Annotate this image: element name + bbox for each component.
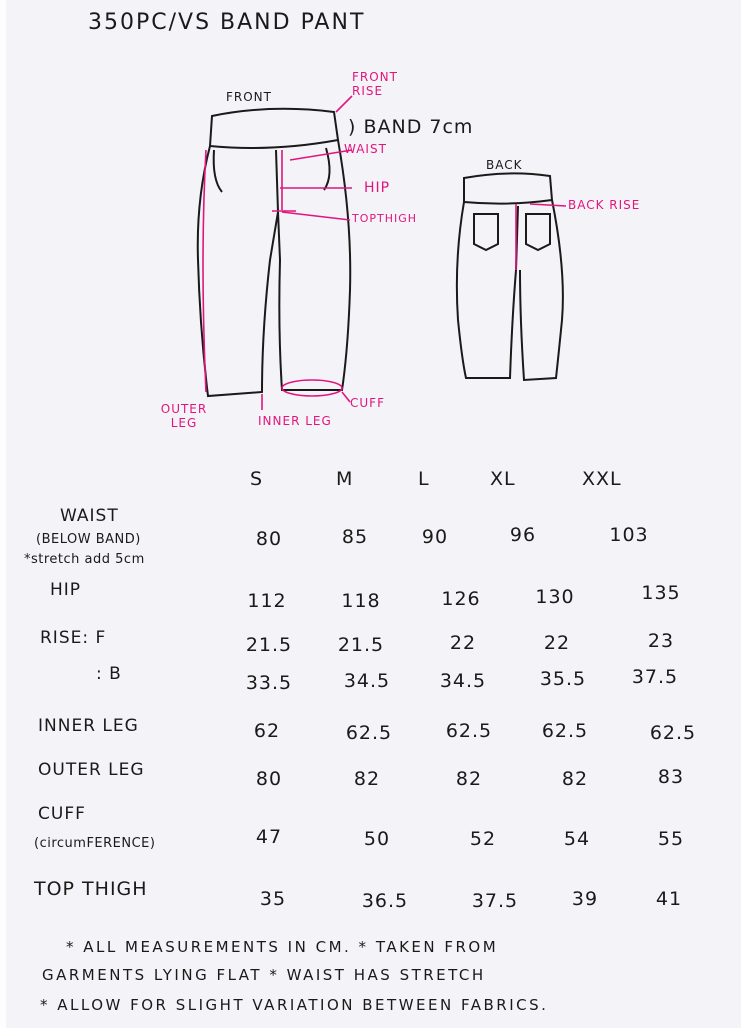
cell-rise-f-xxl: 23 <box>647 630 675 652</box>
cell-rise-f-s: 21.5 <box>245 634 293 656</box>
cell-rise-f-m: 21.5 <box>337 634 385 656</box>
cell-rise-b-s: 33.5 <box>245 672 293 694</box>
cell-top-thigh-l: 37.5 <box>471 890 519 912</box>
cell-waist-xl: 96 <box>509 524 537 546</box>
cell-rise-f-l: 22 <box>449 632 477 654</box>
band-label: ) BAND 7cm <box>348 116 474 138</box>
cell-cuff-xxl: 55 <box>657 828 685 850</box>
cell-rise-b-l: 34.5 <box>439 670 487 692</box>
row-sub2-waist: *stretch add 5cm <box>24 552 145 567</box>
row-label-cuff: CUFF <box>38 804 86 824</box>
row-label-hip: HIP <box>50 580 82 600</box>
outer-leg-annotation: OUTER LEG <box>160 402 208 430</box>
cell-inner-leg-s: 62 <box>253 720 281 742</box>
cell-cuff-m: 50 <box>363 828 391 850</box>
cell-rise-b-xl: 35.5 <box>539 668 587 690</box>
row-sub-waist: (BELOW BAND) <box>36 532 141 547</box>
pant-sketch <box>0 0 741 460</box>
cell-cuff-l: 52 <box>469 828 497 850</box>
note-line-1: * ALL MEASUREMENTS IN CM. * TAKEN FROM <box>66 938 499 956</box>
cell-top-thigh-s: 35 <box>259 888 287 910</box>
row-label-rise-b: : B <box>96 664 122 684</box>
top-thigh-annotation: TOPTHIGH <box>352 212 418 225</box>
cell-rise-f-xl: 22 <box>543 632 571 654</box>
cell-hip-xl: 130 <box>535 586 575 608</box>
cell-outer-leg-xl: 82 <box>561 768 589 790</box>
cell-inner-leg-l: 62.5 <box>445 720 493 742</box>
cell-rise-b-m: 34.5 <box>343 670 391 692</box>
cell-hip-l: 126 <box>441 588 481 610</box>
cell-inner-leg-xl: 62.5 <box>541 720 589 742</box>
inner-leg-annotation: INNER LEG <box>258 414 332 428</box>
page-title: 350PC/VS BAND PANT <box>88 10 366 35</box>
size-header-xl: XL <box>490 468 516 490</box>
row-label-outer-leg: OUTER LEG <box>38 760 145 780</box>
row-label-rise-f: RISE: F <box>40 628 107 648</box>
cell-rise-b-xxl: 37.5 <box>631 666 679 688</box>
cell-waist-s: 80 <box>255 528 283 550</box>
row-label-inner-leg: INNER LEG <box>38 716 139 736</box>
back-label: BACK <box>486 158 523 172</box>
size-header-l: L <box>418 468 430 490</box>
cell-hip-s: 112 <box>247 590 287 612</box>
cell-outer-leg-l: 82 <box>455 768 483 790</box>
size-header-xxl: XXL <box>582 468 622 490</box>
cell-inner-leg-xxl: 62.5 <box>649 722 697 744</box>
waist-annotation: WAIST <box>344 142 387 156</box>
cell-hip-xxl: 135 <box>641 582 681 604</box>
row-label-top-thigh: TOP THIGH <box>34 878 148 900</box>
cell-outer-leg-xxl: 83 <box>657 766 685 788</box>
cell-cuff-xl: 54 <box>563 828 591 850</box>
cell-waist-l: 90 <box>421 526 449 548</box>
front-rise-annotation: FRONT RISE <box>352 70 398 98</box>
cell-hip-m: 118 <box>341 590 381 612</box>
cell-top-thigh-xl: 39 <box>571 888 599 910</box>
front-label: FRONT <box>226 90 272 104</box>
cuff-annotation: CUFF <box>350 396 385 410</box>
note-line-2: GARMENTS LYING FLAT * WAIST HAS STRETCH <box>42 966 486 984</box>
size-header-m: M <box>336 468 354 490</box>
cell-waist-xxl: 103 <box>609 524 649 546</box>
cell-outer-leg-m: 82 <box>353 768 381 790</box>
cell-top-thigh-xxl: 41 <box>655 888 683 910</box>
cell-cuff-s: 47 <box>255 826 283 848</box>
front-pant-drawing <box>198 109 351 396</box>
cell-top-thigh-m: 36.5 <box>361 890 409 912</box>
cell-inner-leg-m: 62.5 <box>345 722 393 744</box>
cell-outer-leg-s: 80 <box>255 768 283 790</box>
row-label-waist: WAIST <box>60 506 119 526</box>
cell-waist-m: 85 <box>341 526 369 548</box>
size-header-s: S <box>250 468 264 490</box>
hip-annotation: HIP <box>364 180 391 196</box>
note-line-3: * ALLOW FOR SLIGHT VARIATION BETWEEN FABRICS. <box>40 996 549 1014</box>
row-sub-cuff: (circumFERENCE) <box>34 836 156 851</box>
back-rise-annotation: BACK RISE <box>568 198 641 212</box>
